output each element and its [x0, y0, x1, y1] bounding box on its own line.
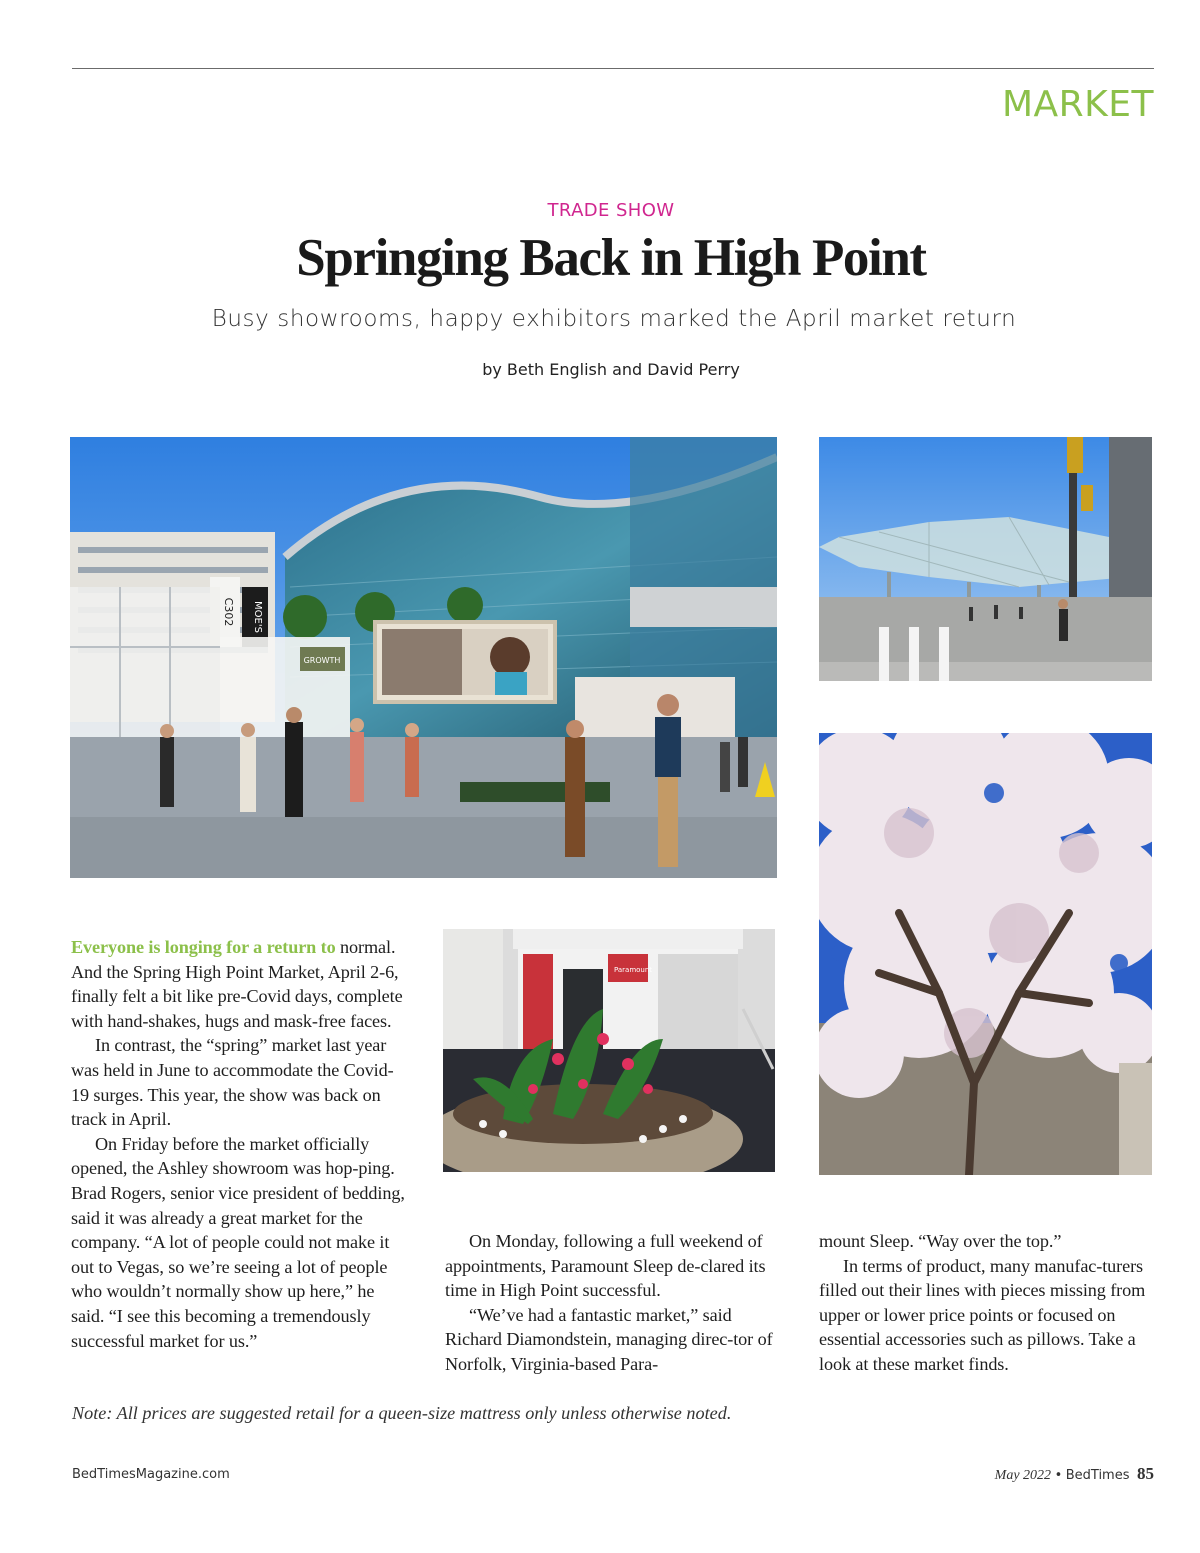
body-paragraph-1-text: normal. And the Spring High Point Market, April 2-6, finally felt a bit like pre-Covid days, complete with hand-shakes, hugs and mask-free faces. — [71, 937, 403, 1031]
article-title: Springing Back in High Point — [296, 229, 926, 287]
showroom-sign: Paramount — [613, 966, 653, 974]
plaza-sign-c302: C302 — [222, 597, 235, 627]
footer-issue-date: May 2022 — [994, 1468, 1052, 1483]
body-column-3 — [819, 1229, 1157, 1377]
footer-separator: • — [1054, 1468, 1063, 1483]
body-paragraph-5: “We’ve had a fantastic market,” said Richard Diamondstein, managing direc-tor of Norfolk, Virginia-based Para- — [445, 1304, 773, 1374]
body-paragraph-3: On Friday before the market officially opened, the Ashley showroom was hop-ping. Brad Rogers, senior vice president of bedding, said it was already a great market for the company. “A lot of people could not make it out to Vegas, so we’re seeing a lot of people who wouldn’t normally show up here,” he said. “I see this becoming a tremendously successful market for us.” — [71, 1133, 405, 1351]
body-column-2 — [445, 1229, 777, 1377]
plaza-sign-moes: MOE'S — [252, 601, 263, 633]
lead-in: Everyone is longing for a return to — [71, 937, 336, 957]
photo-canopy-street — [819, 437, 1152, 681]
pricing-note: Note: All prices are suggested retail for a queen-size mattress only unless otherwise noted. — [72, 1403, 732, 1423]
body-paragraph-4: On Monday, following a full weekend of appointments, Paramount Sleep de-clared its time in High Point successful. — [445, 1231, 766, 1301]
body-column-1 — [71, 935, 411, 1353]
header-rule — [72, 68, 1154, 69]
page-number: 85 — [1137, 1464, 1154, 1483]
body-paragraph-2: In contrast, the “spring” market last year was held in June to accommodate the Covid-19 surges. This year, the show was back on track in April. — [71, 1035, 394, 1130]
article-byline: by Beth English and David Perry — [482, 360, 740, 379]
article-kicker: TRADE SHOW — [547, 200, 675, 221]
body-paragraph-1 — [71, 935, 411, 1033]
photo-blossom-tree — [819, 733, 1152, 1175]
section-label: MARKET — [1001, 84, 1154, 125]
photo-plaza-crowd — [70, 437, 777, 878]
article-deck: Busy showrooms, happy exhibitors marked the April market return — [211, 306, 1017, 332]
kiosk-sign-growth: GROWTH — [303, 656, 341, 665]
body-paragraph-6: mount Sleep. “Way over the top.” — [819, 1231, 1062, 1251]
footer-folio — [995, 1464, 1154, 1484]
footer-website: BedTimesMagazine.com — [72, 1467, 230, 1482]
photo-showroom-planter — [443, 929, 775, 1172]
body-paragraph-7: In terms of product, many manufac-turers filled out their lines with pieces missing from upper or lower price points or focused on essential accessories such as pillows. Take a look at these market finds. — [819, 1255, 1146, 1374]
footer-magazine-name: BedTimes — [1065, 1468, 1130, 1483]
